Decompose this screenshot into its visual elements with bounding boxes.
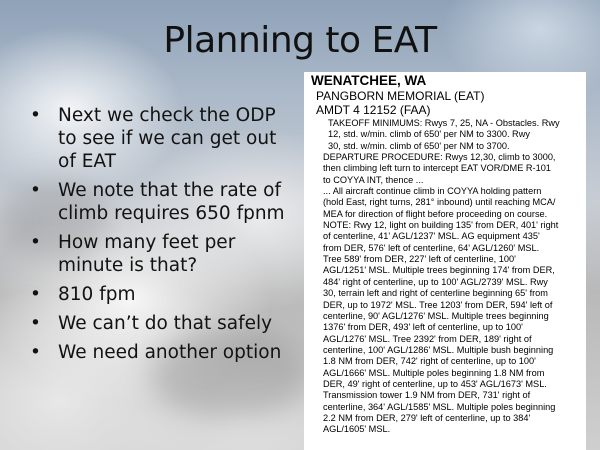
doc-line: MEA for direction of flight before proceeding on course. <box>323 208 548 219</box>
bullet-text: We note that the rate of climb requires 650 fpnm <box>58 180 285 224</box>
doc-line: NOTE: Rwy 12, light on building 135' from DER, 401' right <box>323 220 559 231</box>
doc-line: 1.8 NM from DER, 742' right of centerline, up to 100' <box>323 356 536 367</box>
doc-line: centerline, 100' AGL/1286' MSL. Multiple bush beginning <box>323 344 554 355</box>
bullet-list <box>30 104 300 370</box>
doc-body-text <box>320 118 582 436</box>
bullet-text: 810 fpm <box>58 284 136 305</box>
doc-line: 30, terrain left and right of centerline beginning 65' from <box>323 288 548 299</box>
slide-title: Planning to EAT <box>163 20 437 61</box>
doc-line: then climbing left turn to intercept EAT VOR/DME R-101 <box>323 163 551 174</box>
bullet-item <box>30 341 300 364</box>
doc-line: 1376' from DER, 493' left of centerline, up to 100' <box>323 322 523 333</box>
doc-line: DER, up to 1972' MSL. Tree 1203' from DER, 594' left of <box>323 299 553 310</box>
doc-airport-name: PANGBORN MEMORIAL (EAT) <box>316 89 485 103</box>
doc-line: DEPARTURE PROCEDURE: Rwys 12,30, climb to 3000, <box>323 152 556 163</box>
bullet-icon: • <box>30 232 41 253</box>
doc-line: 2.2 NM from DER, 279' left of centerline, up to 384' <box>323 412 531 423</box>
bullet-text: We can’t do that safely <box>58 313 273 334</box>
doc-line: 30, std. w/min. climb of 650' per NM to 3700. <box>328 140 510 151</box>
doc-line: AGL/1251' MSL. Multiple trees beginning 174' from DER, <box>323 265 555 276</box>
bullet-icon: • <box>30 284 41 305</box>
doc-line: (hold East, right turns, 281° inbound) until reaching MCA/ <box>323 197 556 208</box>
doc-line: 12, std. w/min. climb of 650' per NM to 3300. Rwy <box>328 129 530 140</box>
doc-line: to COYYA INT, thence ... <box>323 174 424 185</box>
bullet-text: Next we check the ODP to see if we can get out of EAT <box>58 105 277 172</box>
doc-line: of centerline, 41' AGL/1237' MSL. AG equipment 435' <box>323 231 540 242</box>
doc-line: from DER, 576' left of centerline, 64' AGL/1260' MSL. <box>323 242 540 253</box>
bullet-item <box>30 179 300 225</box>
doc-line: Transmission tower 1.9 NM from DER, 731' right of <box>323 390 531 401</box>
bullet-icon: • <box>30 180 41 201</box>
doc-line: AGL/1666' MSL. Multiple poles beginning 1.8 NM from <box>323 367 545 378</box>
bullet-item <box>30 104 300 173</box>
bullet-item <box>30 283 300 306</box>
doc-line: ... All aircraft continue climb in COYYA holding pattern <box>323 186 542 197</box>
doc-line: AGL/1276' MSL. Tree 2392' from DER, 189' right of <box>323 333 532 344</box>
doc-line: 484' right of centerline, up to 100' AGL/2739' MSL. Rwy <box>323 276 548 287</box>
doc-line: AGL/1605' MSL. <box>323 424 391 435</box>
doc-line: Tree 589' from DER, 227' left of centerline, 100' <box>323 254 516 265</box>
bullet-item <box>30 231 300 277</box>
bullet-text: We need another option <box>58 342 282 363</box>
doc-line: centerline, 90' AGL/1276' MSL. Multiple trees beginning <box>323 310 549 321</box>
doc-line: centerline, 364' AGL/1585' MSL. Multiple poles beginning <box>323 401 556 412</box>
doc-line: TAKEOFF MINIMUMS: Rwys 7, 25, NA - Obstacles. Rwy <box>328 118 560 128</box>
doc-line: DER, 49' right of centerline, up to 453' AGL/1673' MSL. <box>323 378 547 389</box>
bullet-item <box>30 312 300 335</box>
bullet-icon: • <box>30 342 41 363</box>
bullet-icon: • <box>30 313 41 334</box>
doc-amendment: AMDT 4 12152 (FAA) <box>316 103 431 117</box>
bullet-icon: • <box>30 105 41 126</box>
departure-procedure-excerpt <box>304 72 586 450</box>
bullet-text: How many feet per minute is that? <box>58 232 236 276</box>
doc-city-heading: WENATCHEE, WA <box>311 73 427 88</box>
